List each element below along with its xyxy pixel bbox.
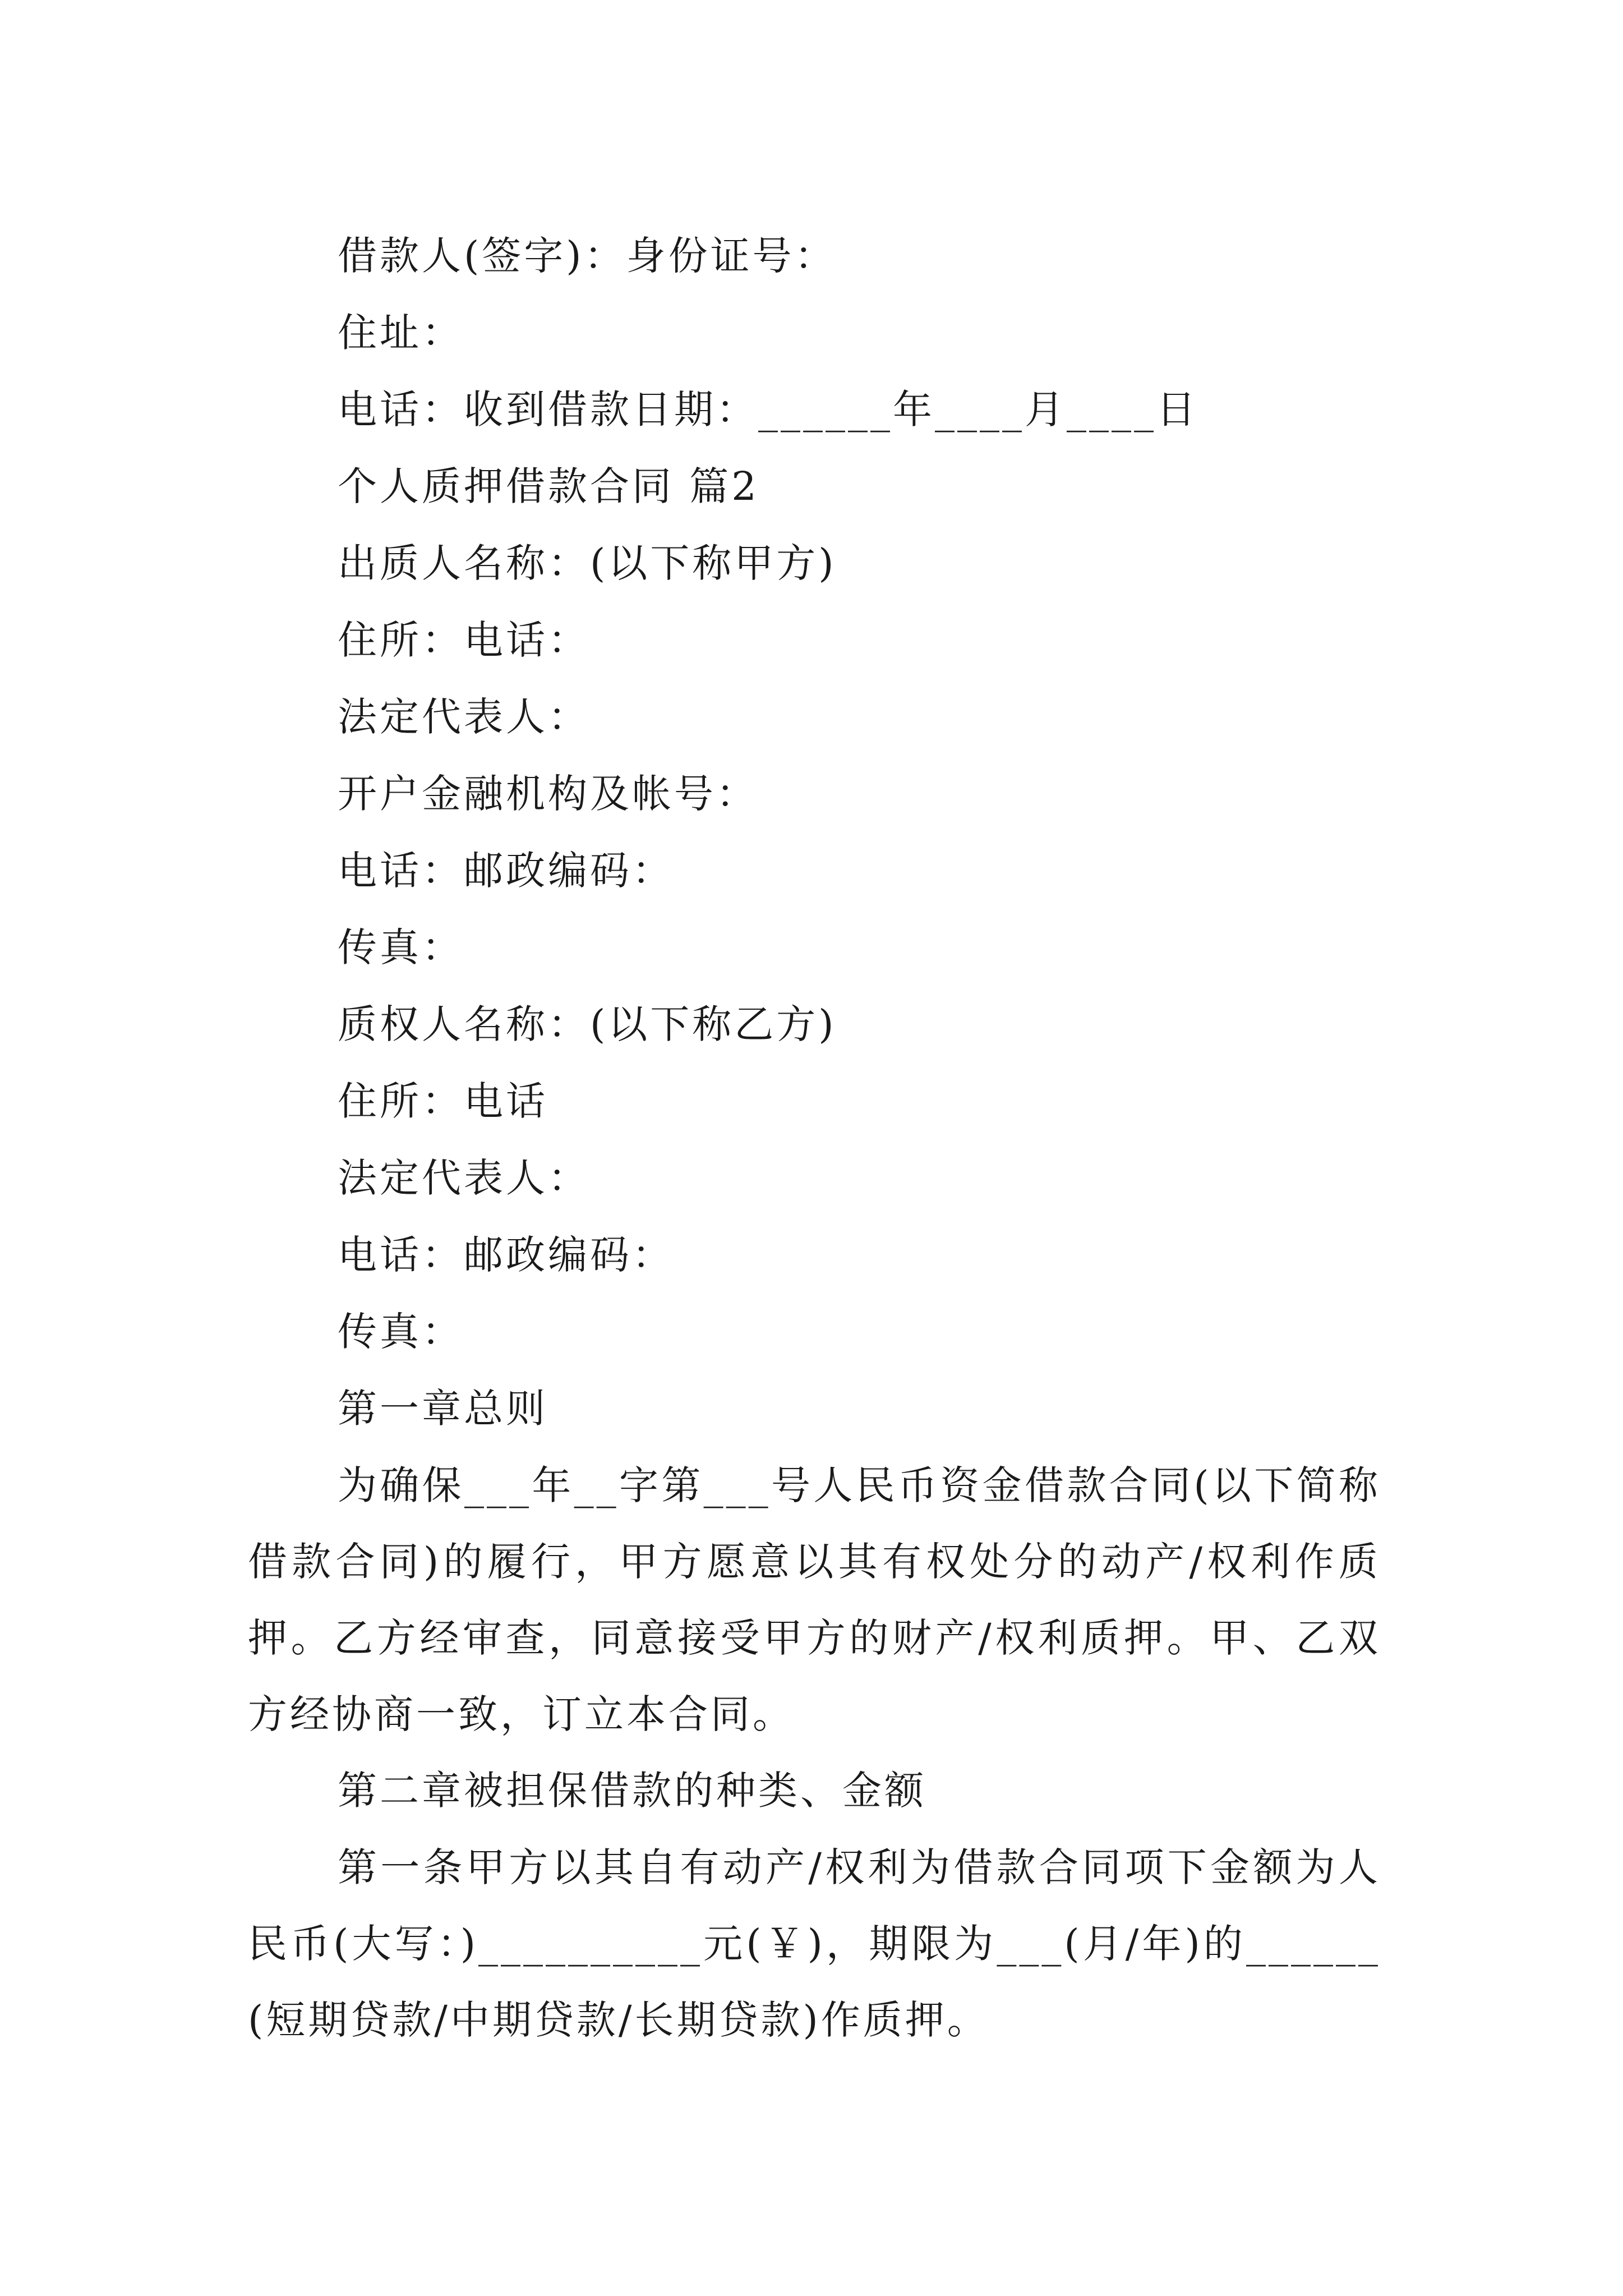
address-line: 住址： [338, 310, 464, 356]
pledgee-residence-line: 住所：电话 [338, 1078, 548, 1124]
pledgor-phone-postcode-line: 电话：邮政编码： [338, 848, 674, 894]
chapter-one-heading: 第一章总则 [338, 1386, 548, 1432]
phone-receipt-date-line: 电话：收到借款日期：______年____月____日 [338, 386, 1198, 432]
pledgee-fax-line: 传真： [338, 1309, 464, 1355]
pledgor-residence-line: 住所：电话： [338, 617, 590, 663]
document-body [248, 218, 1381, 2058]
paragraph-purpose: 为确保___年__字第___号人民币资金借款合同(以下简称借款合同)的履行，甲方愿意以其有权处分的动产/权利作质押。乙方经审查，同意接受甲方的财产/权利质押。甲、乙双方经协商一致，订立本合同。 [248, 1462, 1381, 1737]
pledgor-bank-account-line: 开户金融机构及帐号： [338, 771, 758, 817]
borrower-signature-line: 借款人(签字)：身份证号： [338, 233, 837, 279]
chapter-two-heading: 第二章被担保借款的种类、金额 [338, 1768, 926, 1814]
pledgee-phone-postcode-line: 电话：邮政编码： [338, 1232, 674, 1278]
pledgor-name-line: 出质人名称：(以下称甲方) [338, 540, 837, 586]
pledgor-legal-rep-line: 法定代表人： [338, 694, 590, 740]
pledgor-fax-line: 传真： [338, 924, 464, 970]
paragraph-article-one: 第一条甲方以其自有动产/权利为借款合同项下金额为人民币(大写：)__________元(￥)，期限为___(月/年)的______(短期贷款/中期贷款/长期贷款)作质押。 [248, 1844, 1381, 2043]
contract-title: 个人质押借款合同 篇2 [338, 463, 759, 509]
pledgee-name-line: 质权人名称：(以下称乙方) [338, 1001, 837, 1047]
pledgee-legal-rep-line: 法定代表人： [338, 1155, 590, 1201]
